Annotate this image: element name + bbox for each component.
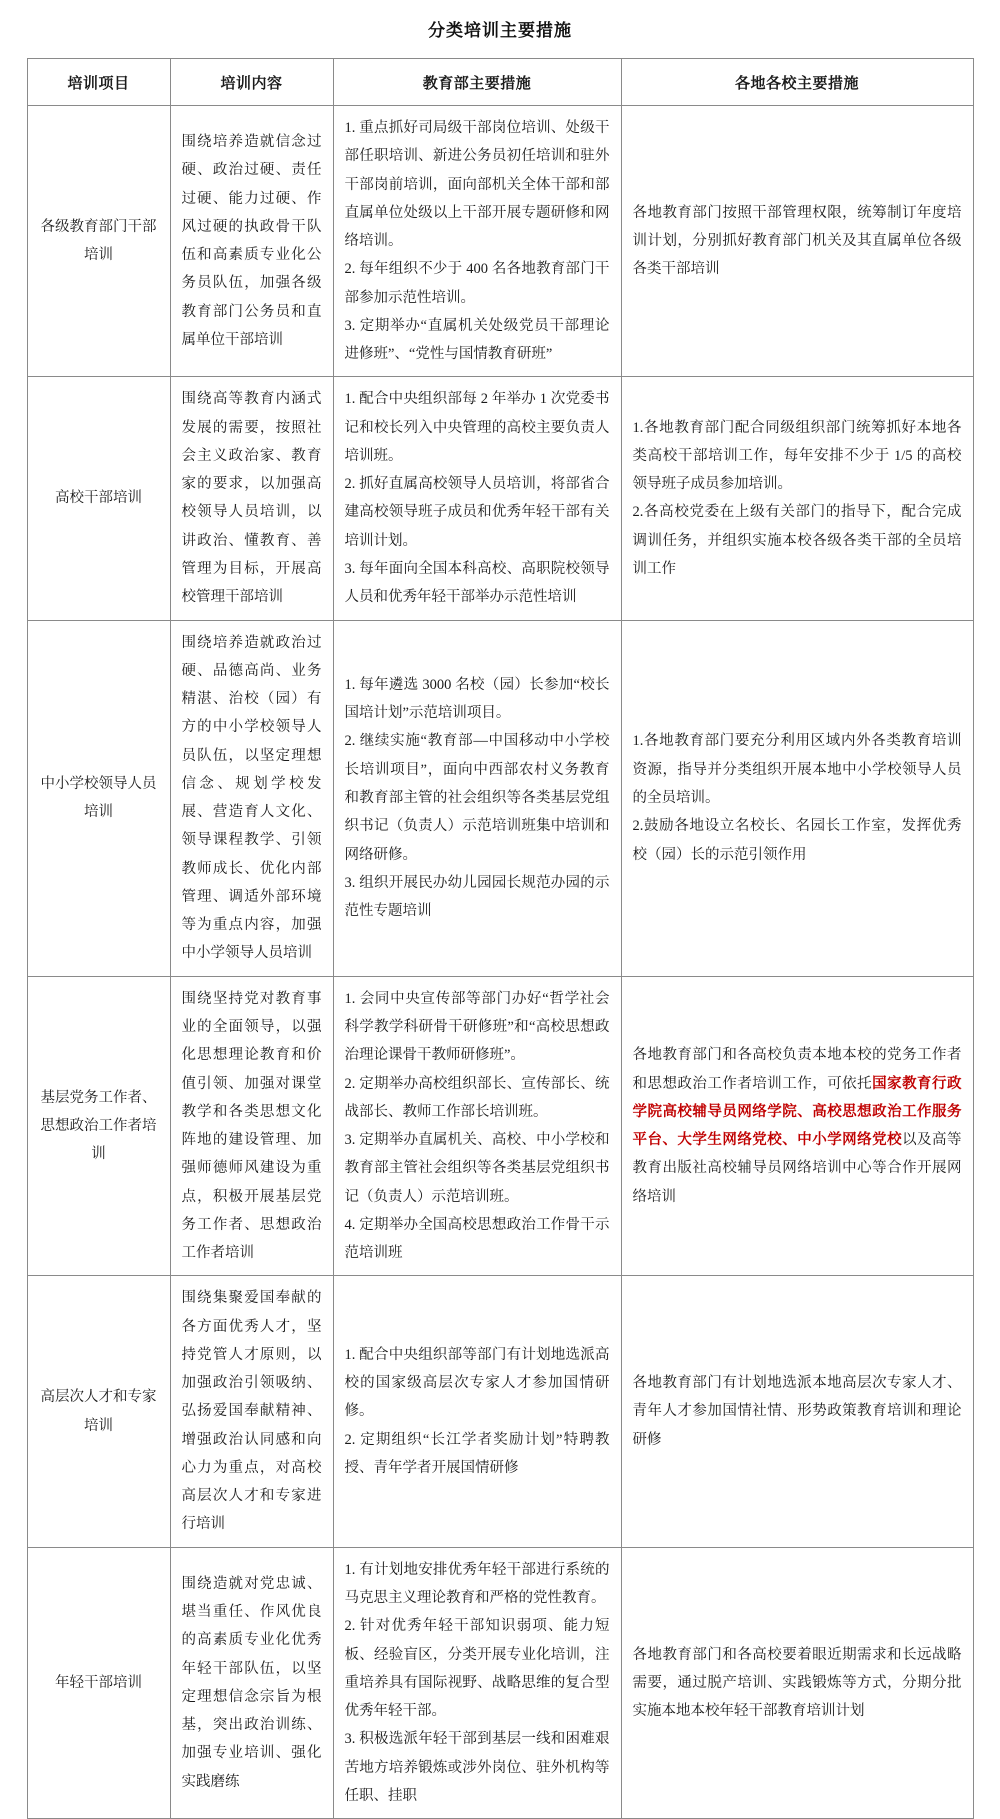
- list-number: 2.: [344, 733, 360, 750]
- cell-local-measures: [621, 1547, 973, 1818]
- local-measure-text: [633, 1041, 962, 1211]
- table-row: [27, 377, 973, 620]
- training-content-text: 围绕坚持党对教育事业的全面领导，以强化思想理论教育和价值引领、加强对课堂教学和各类思想文化阵地的建设管理、加强师德师风建设为重点，积极开展基层党务工作者、思想政治工作者培训: [181, 990, 322, 1262]
- moe-measure-text: 继续实施“教育部—中国移动中小学校长培训项目”，面向中西部农村义务教育和教育部主管的社会组织等各类基层党组织书记（负责人）示范培训班集中培训和网络研修。: [344, 733, 610, 863]
- list-number: 2.: [344, 1431, 361, 1448]
- moe-measure-text: 抓好直属高校领导人员培训，将部省合建高校领导班子成员和优秀年轻干部有关培训计划。: [344, 476, 610, 549]
- moe-measure-text: 会同中央宣传部等部门办好“哲学社会科学教学科研骨干研修班”和“高校思想政治理论课骨干教师研修班”。: [344, 990, 610, 1064]
- cell-training-content: [170, 1547, 333, 1818]
- cell-training-item: [27, 620, 170, 976]
- moe-measure-item: [345, 312, 610, 369]
- local-measure-highlight: 国家教育行政学院高校辅导员网络学院、高校思想政治工作服务平台、大学生网络党校、中小学网络党校: [632, 1075, 962, 1149]
- moe-measure-text: 每年面向全国本科高校、高职院校领导人员和优秀年轻干部举办示范性培训: [344, 560, 610, 606]
- table-row: [27, 976, 973, 1276]
- list-number: 1.: [344, 1561, 360, 1578]
- cell-moe-measures: [333, 620, 621, 976]
- moe-measure-item: [345, 727, 610, 868]
- cell-local-measures: [621, 976, 973, 1276]
- training-item-text: 高层次人才和专家培训: [40, 1389, 157, 1434]
- list-number: 1.: [344, 676, 360, 693]
- cell-training-content: [170, 976, 333, 1276]
- moe-measure-item: [345, 114, 610, 255]
- column-header-moe-measures: 教育部主要措施: [333, 59, 621, 106]
- local-measure-item: [633, 727, 962, 812]
- list-number: 2.: [344, 476, 360, 493]
- moe-measure-item: [345, 1126, 610, 1211]
- moe-measure-item: [345, 470, 610, 555]
- moe-measure-item: [345, 1556, 610, 1613]
- list-number: 2.: [632, 818, 644, 835]
- cell-training-content: [170, 1276, 333, 1547]
- training-item-text: 基层党务工作者、思想政治工作者培训: [40, 1089, 157, 1163]
- list-number: 1.: [632, 419, 644, 436]
- moe-measure-item: [345, 255, 610, 312]
- list-number: 1.: [344, 391, 360, 408]
- list-number: 2.: [344, 1618, 361, 1635]
- local-measure-text: 各地教育部门有计划地选派本地高层次专家人才、青年人才参加国情社情、形势政策教育培训和理论研修: [632, 1375, 962, 1448]
- moe-measure-text: 定期举办“直属机关处级党员干部理论进修班”、“党性与国情教育研班”: [344, 317, 610, 363]
- local-measure-item: [633, 1641, 962, 1726]
- moe-measure-text: 配合中央组织部等部门有计划地选派高校的国家级高层次专家人才参加国情研修。: [344, 1346, 610, 1420]
- local-measure-text: 鼓励各地设立名校长、名园长工作室，发挥优秀校（园）长的示范引领作用: [632, 818, 962, 863]
- cell-training-item: [27, 1276, 170, 1547]
- header-row: [27, 59, 973, 106]
- local-measure-text: 各地教育部门配合同级组织部门统筹抓好本地各类高校干部培训工作，每年安排不少于 1/5 的高校领导班子成员参加培训。: [632, 419, 962, 493]
- moe-measure-text: 有计划地安排优秀年轻干部进行系统的马克思主义理论教育和严格的党性教育。: [344, 1561, 610, 1607]
- moe-measure-text: 配合中央组织部每 2 年举办 1 次党委书记和校长列入中央管理的高校主要负责人培训班。: [344, 391, 610, 464]
- column-header-training-item: 培训项目: [27, 59, 170, 106]
- table-row: [27, 106, 973, 377]
- list-number: 2.: [632, 504, 644, 521]
- list-number: 1.: [344, 990, 360, 1007]
- moe-measure-item: [345, 1341, 610, 1426]
- moe-measure-item: [345, 1070, 610, 1127]
- local-measure-text: 各地教育部门要充分利用区域内外各类教育培训资源，指导并分类组织开展本地中小学校领导人员的全员培训。: [632, 733, 962, 806]
- cell-local-measures: [621, 377, 973, 620]
- moe-measure-text: 定期组织“长江学者奖励计划”特聘教授、青年学者开展国情研修: [344, 1431, 610, 1476]
- list-number: 2.: [344, 1075, 360, 1092]
- list-number: 1.: [344, 1346, 360, 1363]
- list-number: 1.: [632, 733, 644, 750]
- cell-training-item: [27, 976, 170, 1276]
- moe-measure-item: [345, 1426, 610, 1483]
- cell-moe-measures: [333, 1276, 621, 1547]
- moe-measure-text: 积极选派年轻干部到基层一线和困难艰苦地方培养锻炼或涉外岗位、驻外机构等任职、挂职: [344, 1731, 610, 1804]
- cell-training-content: [170, 106, 333, 377]
- local-measure-item: [633, 414, 962, 499]
- list-number: 2.: [344, 261, 360, 278]
- cell-training-item: [27, 377, 170, 620]
- training-item-text: 中小学校领导人员培训: [40, 775, 157, 821]
- column-header-local-measures: 各地各校主要措施: [621, 59, 973, 106]
- cell-local-measures: [621, 1276, 973, 1547]
- list-number: 4.: [344, 1216, 360, 1233]
- training-content-text: 围绕造就对党忠诚、堪当重任、作风优良的高素质专业化优秀年轻干部队伍，以坚定理想信念宗旨为根基，突出政治训练、加强专业培训、强化实践磨练: [181, 1575, 322, 1790]
- cell-training-item: [27, 1547, 170, 1818]
- cell-moe-measures: [333, 106, 621, 377]
- moe-measure-item: [345, 671, 610, 728]
- local-measure-item: [633, 498, 962, 583]
- training-item-text: 年轻干部培训: [55, 1674, 142, 1691]
- moe-measure-text: 定期举办全国高校思想政治工作骨干示范培训班: [344, 1216, 610, 1262]
- training-content-text: 围绕高等教育内涵式发展的需要，按照社会主义政治家、教育家的要求，以加强高校领导人员培训，以讲政治、懂教育、善管理为目标，开展高校管理干部培训: [181, 391, 322, 606]
- training-measures-table: [27, 58, 974, 1819]
- cell-training-item: [27, 106, 170, 377]
- moe-measure-text: 每年组织不少于 400 名各地教育部门干部参加示范性培训。: [344, 261, 610, 306]
- table-row: [27, 620, 973, 976]
- training-content-text: 围绕集聚爱国奉献的各方面优秀人才，坚持党管人才原则，以加强政治引领吸纳、弘扬爱国奉献精神、增强政治认同感和向心力为重点，对高校高层次人才和专家进行培训: [181, 1290, 322, 1533]
- moe-measure-text: 组织开展民办幼儿园园长规范办园的示范性专题培训: [344, 874, 610, 920]
- cell-moe-measures: [333, 377, 621, 620]
- moe-measure-item: [345, 1612, 610, 1725]
- local-measure-prefix: 各地教育部门和各高校负责本地本校的党务工作者和思想政治工作者培训工作，可依托: [632, 1047, 962, 1092]
- list-number: 3.: [344, 874, 360, 891]
- local-measure-item: [633, 812, 962, 869]
- moe-measure-item: [345, 555, 610, 612]
- column-header-training-content: 培训内容: [170, 59, 333, 106]
- moe-measure-text: 定期举办直属机关、高校、中小学校和教育部主管社会组织等各类基层党组织书记（负责人）示范培训班。: [344, 1132, 610, 1205]
- training-content-text: 围绕培养造就政治过硬、品德高尚、业务精湛、治校（园）有方的中小学校领导人员队伍，以坚定理想信念、规划学校发展、营造育人文化、领导课程教学、引领教师成长、优化内部管理、调适外部环境等为重点内容，加强中小学领导人员培训: [181, 634, 322, 962]
- moe-measure-text: 每年遴选 3000 名校（园）长参加“校长国培计划”示范培训项目。: [344, 676, 610, 722]
- page-title: 分类培训主要措施: [428, 21, 572, 40]
- cell-moe-measures: [333, 1547, 621, 1818]
- table-row: [27, 1276, 973, 1547]
- list-number: 3.: [344, 1132, 360, 1149]
- local-measure-text: 各高校党委在上级有关部门的指导下，配合完成调训任务，并组织实施本校各级各类干部的全员培训工作: [632, 504, 962, 577]
- moe-measure-text: 定期举办高校组织部长、宣传部长、统战部长、教师工作部长培训班。: [344, 1075, 610, 1120]
- training-content-text: 围绕培养造就信念过硬、政治过硬、责任过硬、能力过硬、作风过硬的执政骨干队伍和高素质专业化公务员队伍，加强各级教育部门公务员和直属单位干部培训: [181, 134, 322, 348]
- local-measure-text: 各地教育部门按照干部管理权限，统筹制订年度培训计划，分别抓好教育部门机关及其直属单位各级各类干部培训: [632, 204, 962, 278]
- cell-local-measures: [621, 106, 973, 377]
- list-number: 3.: [344, 1731, 360, 1748]
- local-measure-text: 各地教育部门和各高校要着眼近期需求和长远战略需要，通过脱产培训、实践锻炼等方式，分期分批实施本地本校年轻干部教育培训计划: [632, 1646, 962, 1720]
- list-number: 3.: [344, 560, 360, 577]
- moe-measure-text: 重点抓好司局级干部岗位培训、处级干部任职培训、新进公务员初任培训和驻外干部岗前培训，面向部机关全体干部和部直属单位处级以上干部开展专题研修和网络培训。: [344, 120, 610, 250]
- cell-training-content: [170, 377, 333, 620]
- list-number: 1.: [344, 120, 360, 136]
- training-item-text: 各级教育部门干部培训: [40, 218, 157, 264]
- list-number: 3.: [344, 317, 360, 334]
- table-row: [27, 1547, 973, 1818]
- local-measure-item: [633, 199, 962, 284]
- cell-local-measures: [621, 620, 973, 976]
- moe-measure-item: [345, 1211, 610, 1268]
- table-body: [27, 106, 973, 1819]
- moe-measure-item: [345, 869, 610, 926]
- cell-moe-measures: [333, 976, 621, 1276]
- moe-measure-item: [345, 985, 610, 1070]
- moe-measure-item: [345, 385, 610, 470]
- table-header: [27, 59, 973, 106]
- moe-measure-text: 针对优秀年轻干部知识弱项、能力短板、经验盲区，分类开展专业化培训，注重培养具有国际视野、战略思维的复合型优秀年轻干部。: [344, 1618, 610, 1720]
- local-measure-suffix: 以及高等教育出版社高校辅导员网络培训中心等合作开展网络培训: [632, 1132, 962, 1205]
- cell-training-content: [170, 620, 333, 976]
- training-item-text: 高校干部培训: [55, 490, 142, 507]
- moe-measure-item: [345, 1725, 610, 1810]
- local-measure-item: [633, 1369, 962, 1454]
